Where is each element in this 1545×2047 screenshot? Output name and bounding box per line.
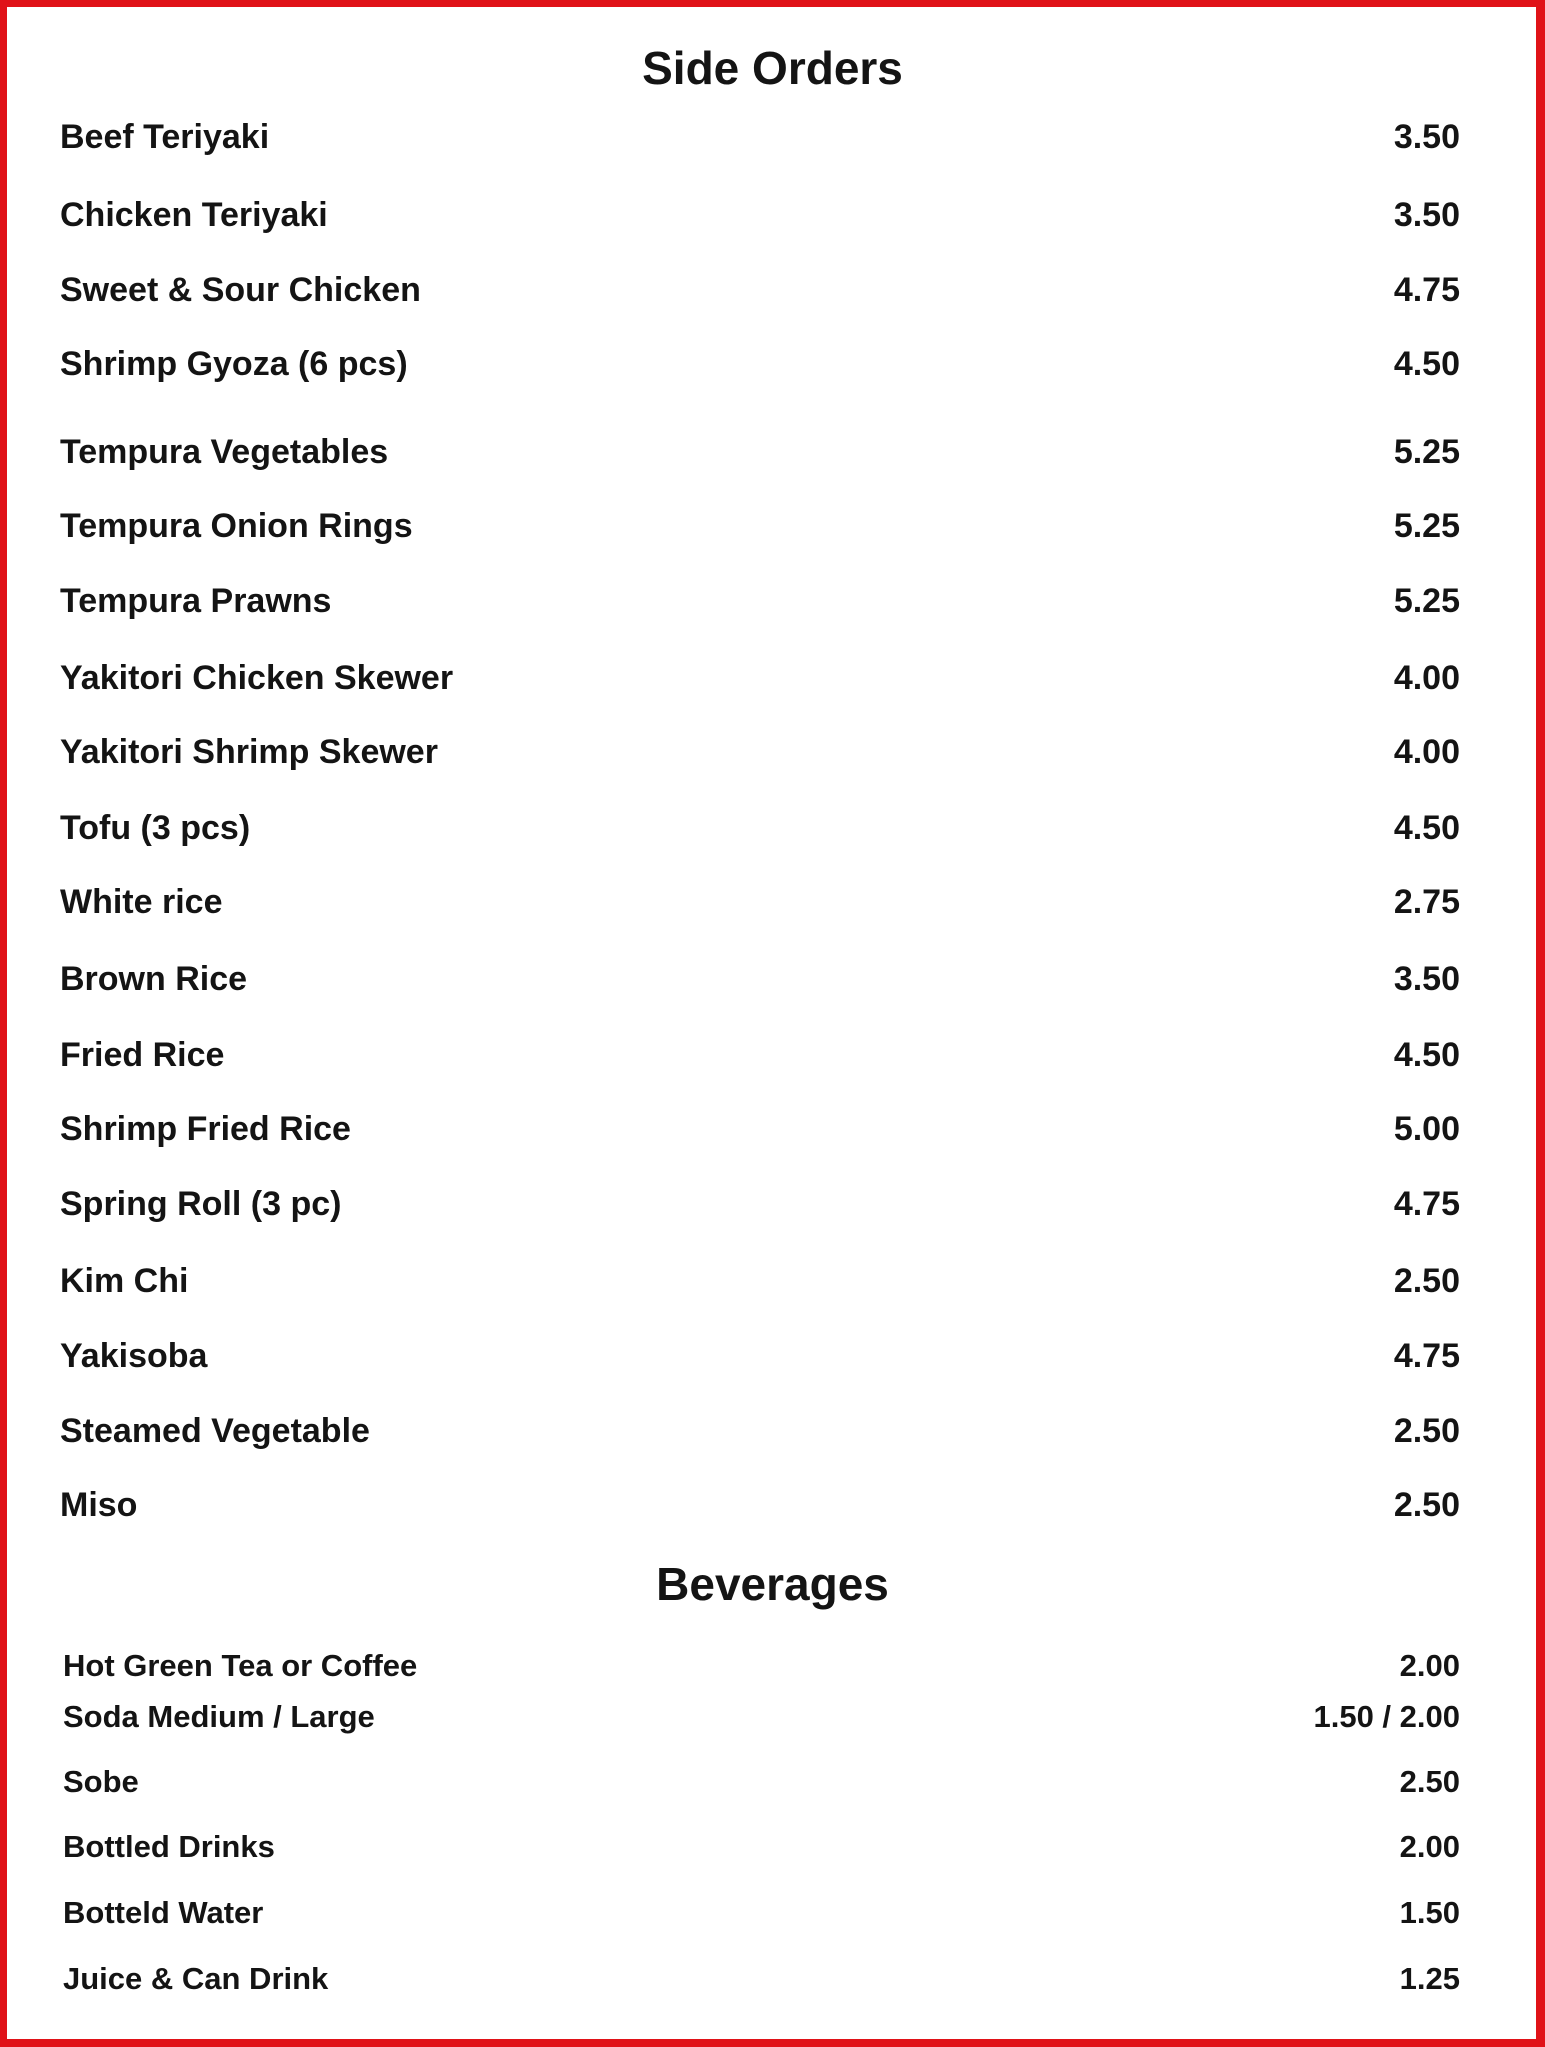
menu-item (60, 344, 1460, 384)
menu-item (60, 195, 1460, 235)
menu-item-price: 2.50 (1399, 1764, 1460, 1799)
menu-item (63, 1764, 1460, 1800)
menu-item-name: Kim Chi (60, 1262, 189, 1300)
menu-item (60, 882, 1460, 922)
menu-item-name: Shrimp Fried Rice (60, 1110, 351, 1148)
menu-item-name: Fried Rice (60, 1036, 225, 1074)
menu-item-name: Shrimp Gyoza (6 pcs) (60, 345, 408, 383)
menu-item-price: 4.75 (1393, 1337, 1460, 1375)
menu-item-name: Sobe (63, 1764, 139, 1799)
menu-item-price: 2.00 (1399, 1829, 1460, 1864)
menu-item-price: 5.25 (1393, 433, 1460, 471)
menu-item (60, 581, 1460, 621)
menu-item-price: 3.50 (1393, 196, 1460, 234)
menu-item (60, 959, 1460, 999)
menu-item-name: Yakisoba (60, 1337, 208, 1375)
menu-item-name: Chicken Teriyaki (60, 196, 328, 234)
menu-item-price: 4.50 (1393, 345, 1460, 383)
menu-item-price: 5.25 (1393, 507, 1460, 545)
menu-item-price: 4.50 (1393, 809, 1460, 847)
menu-item (60, 1336, 1460, 1376)
menu-item-price: 5.00 (1393, 1110, 1460, 1148)
menu-item-name: Sweet & Sour Chicken (60, 271, 421, 309)
menu-item (63, 1648, 1460, 1684)
beverages-heading: Beverages (656, 1558, 889, 1610)
menu-item-name: Juice & Can Drink (63, 1961, 329, 1996)
menu-item (60, 506, 1460, 546)
menu-item (60, 1261, 1460, 1301)
menu-item-name: Steamed Vegetable (60, 1412, 370, 1450)
menu-item-price: 4.75 (1393, 271, 1460, 309)
menu-item-name: Soda Medium / Large (63, 1699, 375, 1734)
menu-item-price: 2.50 (1393, 1412, 1460, 1450)
menu-item-name: Brown Rice (60, 960, 248, 998)
menu-item-name: Tempura Vegetables (60, 433, 389, 471)
menu-item (60, 1485, 1460, 1525)
menu-item-name: Yakitori Chicken Skewer (60, 659, 454, 697)
menu-item-price: 1.25 (1399, 1961, 1460, 1996)
menu-item-name: Hot Green Tea or Coffee (63, 1648, 418, 1683)
menu-item (63, 1961, 1460, 1997)
menu-item-name: Miso (60, 1486, 138, 1524)
menu-item-name: Tempura Onion Rings (60, 507, 413, 545)
menu-item-price: 3.50 (1393, 118, 1460, 156)
menu-item-price: 4.00 (1393, 659, 1460, 697)
menu-item-price: 2.75 (1393, 883, 1460, 921)
menu-item-price: 2.50 (1393, 1262, 1460, 1300)
menu-item-name: Tempura Prawns (60, 582, 332, 620)
menu-item (60, 1109, 1460, 1149)
menu-item (60, 732, 1460, 772)
menu-item-name: Spring Roll (3 pc) (60, 1185, 342, 1223)
menu-item-name: Beef Teriyaki (60, 118, 270, 156)
menu-item (60, 432, 1460, 472)
menu-item-name: Botteld Water (63, 1895, 264, 1930)
menu-item-price: 1.50 / 2.00 (1313, 1699, 1460, 1734)
menu-item-name: Yakitori Shrimp Skewer (60, 733, 438, 771)
menu-item-price: 4.00 (1393, 733, 1460, 771)
menu-item (60, 1035, 1460, 1075)
menu-item-name: White rice (60, 883, 223, 921)
menu-item (60, 1184, 1460, 1224)
menu-item-price: 2.00 (1399, 1648, 1460, 1683)
menu-item (60, 117, 1460, 157)
menu-item (60, 658, 1460, 698)
menu-item-name: Bottled Drinks (63, 1829, 275, 1864)
side-orders-heading: Side Orders (642, 42, 903, 94)
menu-item-name: Tofu (3 pcs) (60, 809, 251, 847)
menu-item (63, 1829, 1460, 1865)
menu-item-price: 4.50 (1393, 1036, 1460, 1074)
menu-item-price: 1.50 (1399, 1895, 1460, 1930)
menu-item (60, 270, 1460, 310)
menu-item (63, 1699, 1460, 1735)
menu-item-price: 4.75 (1393, 1185, 1460, 1223)
menu-item-price: 2.50 (1393, 1486, 1460, 1524)
menu-item-price: 3.50 (1393, 960, 1460, 998)
menu-item (63, 1895, 1460, 1931)
menu-item (60, 1411, 1460, 1451)
menu-item-price: 5.25 (1393, 582, 1460, 620)
menu-item (60, 808, 1460, 848)
